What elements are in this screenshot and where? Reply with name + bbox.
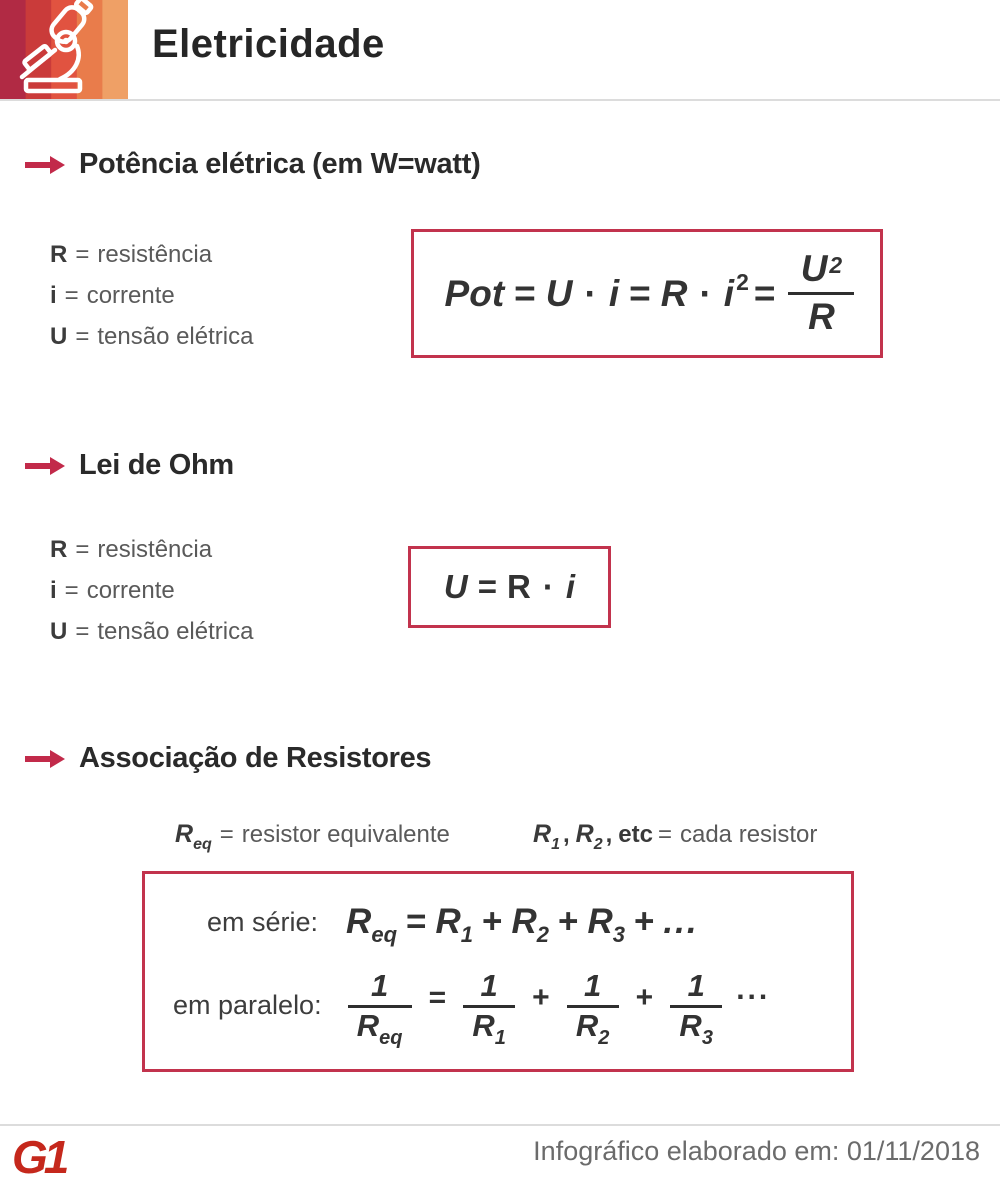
parallel-formula-row <box>173 968 851 1050</box>
footer-divider <box>0 1124 1000 1126</box>
definition-line <box>50 316 253 357</box>
equals-sign: = <box>219 821 234 848</box>
formula-term: U <box>443 568 468 605</box>
symbol: U <box>50 323 68 350</box>
fraction <box>567 968 619 1050</box>
symbol: R <box>175 820 194 848</box>
fraction-numerator: 1 <box>370 968 389 1003</box>
fraction-bar <box>788 292 854 295</box>
ellipsis: ... <box>736 972 771 1006</box>
fraction-numerator: 1 <box>480 968 498 1003</box>
power-definitions <box>50 234 253 357</box>
formula-term: U <box>800 248 828 290</box>
subscript: eq <box>371 922 398 948</box>
fraction <box>788 250 854 337</box>
equals-sign: = <box>75 618 90 645</box>
section-heading-resistors <box>25 742 431 775</box>
fraction <box>670 968 722 1050</box>
equals-sign: = <box>75 323 90 350</box>
subscript: eq <box>379 1027 403 1050</box>
subscript: 3 <box>701 1027 713 1050</box>
series-formula-row <box>207 902 851 948</box>
subscript: 3 <box>612 922 625 948</box>
subscript: 2 <box>593 836 603 854</box>
definition-line <box>50 611 253 652</box>
g1-logo <box>12 1132 78 1182</box>
fraction-numerator: 1 <box>687 968 705 1003</box>
formula-term: R <box>587 902 613 941</box>
credit-text: Infográfico elaborado em: 01/11/2018 <box>533 1136 980 1166</box>
subscript: 1 <box>551 836 560 854</box>
equals-sign: = <box>629 272 651 314</box>
formula-term: U <box>545 272 573 314</box>
section-heading-power <box>25 148 480 181</box>
comma: , <box>562 821 570 848</box>
fraction-denominator <box>472 1008 506 1050</box>
arrow-icon <box>25 156 65 174</box>
formula-term: i <box>565 568 576 605</box>
symbol: i <box>50 577 57 604</box>
etc-label: etc <box>618 821 653 848</box>
section-title: Associação de Resistores <box>79 742 432 774</box>
series-label: em série: <box>207 906 319 937</box>
plus-sign: + <box>635 980 654 1014</box>
arrow-icon <box>25 457 65 475</box>
plus-sign: + <box>482 902 503 941</box>
plus-sign: + <box>633 902 655 941</box>
fraction-denominator <box>679 1008 713 1050</box>
equals-sign: = <box>753 272 776 314</box>
series-formula <box>346 902 699 948</box>
page-title: Eletricidade <box>152 22 385 66</box>
equals-sign: = <box>657 821 672 848</box>
fraction-denominator <box>356 1008 403 1050</box>
microscope-icon <box>0 0 128 100</box>
meaning: resistência <box>97 241 213 268</box>
meaning: tensão elétrica <box>97 618 254 645</box>
equals-sign: = <box>64 577 79 604</box>
power-formula-box <box>411 229 883 358</box>
fraction <box>348 968 412 1050</box>
fraction-numerator: 1 <box>584 968 602 1003</box>
equals-sign: = <box>75 536 90 563</box>
subscript: eq <box>193 836 212 854</box>
formula-term: R <box>472 1008 495 1043</box>
ohm-definitions <box>50 529 253 652</box>
plus-sign: + <box>532 980 550 1014</box>
formula-term: i <box>608 272 620 314</box>
symbol: R <box>50 536 68 563</box>
definition-line <box>50 234 253 275</box>
definition-each-resistor <box>533 820 818 854</box>
superscript: 2 <box>736 268 749 295</box>
fraction-numerator <box>801 250 843 289</box>
formula-term: Pot <box>444 272 505 314</box>
multiplication-dot: · <box>584 272 597 314</box>
formula-term: R <box>507 568 531 605</box>
subscript: 1 <box>460 922 473 948</box>
equals-sign: = <box>64 282 79 309</box>
subscript: 2 <box>598 1027 610 1050</box>
symbol: R <box>533 820 552 848</box>
formula-term: R <box>575 1008 599 1043</box>
formula-term: i <box>723 272 735 314</box>
meaning: tensão elétrica <box>97 323 254 350</box>
symbol: R <box>575 820 594 848</box>
symbol: i <box>50 282 57 309</box>
svg-text:G1: G1 <box>12 1132 66 1182</box>
meaning: resistência <box>97 536 213 563</box>
definition-line <box>50 529 253 570</box>
resistor-formula-box <box>142 871 854 1072</box>
multiplication-dot: · <box>542 568 554 605</box>
equals-sign: = <box>428 980 447 1014</box>
section-title: Potência elétrica (em W=watt) <box>79 148 481 180</box>
definition-req <box>175 820 450 854</box>
formula-term: R <box>435 902 461 941</box>
ellipsis: ... <box>663 902 699 941</box>
fraction-denominator: R <box>808 296 835 337</box>
superscript: 2 <box>829 252 843 279</box>
symbol: U <box>50 618 68 645</box>
parallel-label: em paralelo: <box>173 990 322 1020</box>
equals-sign: = <box>477 568 498 605</box>
formula-term: R <box>346 902 372 941</box>
equals-sign: = <box>514 272 536 314</box>
fraction-denominator <box>575 1008 610 1050</box>
equals-sign: = <box>75 241 90 268</box>
arrow-icon <box>25 750 65 768</box>
meaning: corrente <box>86 577 175 604</box>
comma: , <box>605 821 613 848</box>
equals-sign: = <box>406 902 427 941</box>
section-heading-ohm <box>25 449 234 482</box>
subscript: 1 <box>494 1027 506 1050</box>
definition-line <box>50 570 253 611</box>
subscript: 2 <box>536 922 549 948</box>
formula-term: R <box>356 1008 380 1043</box>
section-title: Lei de Ohm <box>79 449 234 481</box>
symbol: R <box>50 241 68 268</box>
definition-line <box>50 275 253 316</box>
formula-term: R <box>511 902 537 941</box>
meaning: resistor equivalente <box>241 821 450 848</box>
plus-sign: + <box>557 902 579 941</box>
multiplication-dot: · <box>699 272 712 314</box>
fraction <box>463 968 515 1050</box>
header-divider <box>0 99 1000 101</box>
ohm-formula-box <box>408 546 611 628</box>
formula-term: R <box>679 1008 702 1043</box>
meaning: corrente <box>86 282 175 309</box>
meaning: cada resistor <box>679 821 818 848</box>
formula-term: R <box>660 272 688 314</box>
